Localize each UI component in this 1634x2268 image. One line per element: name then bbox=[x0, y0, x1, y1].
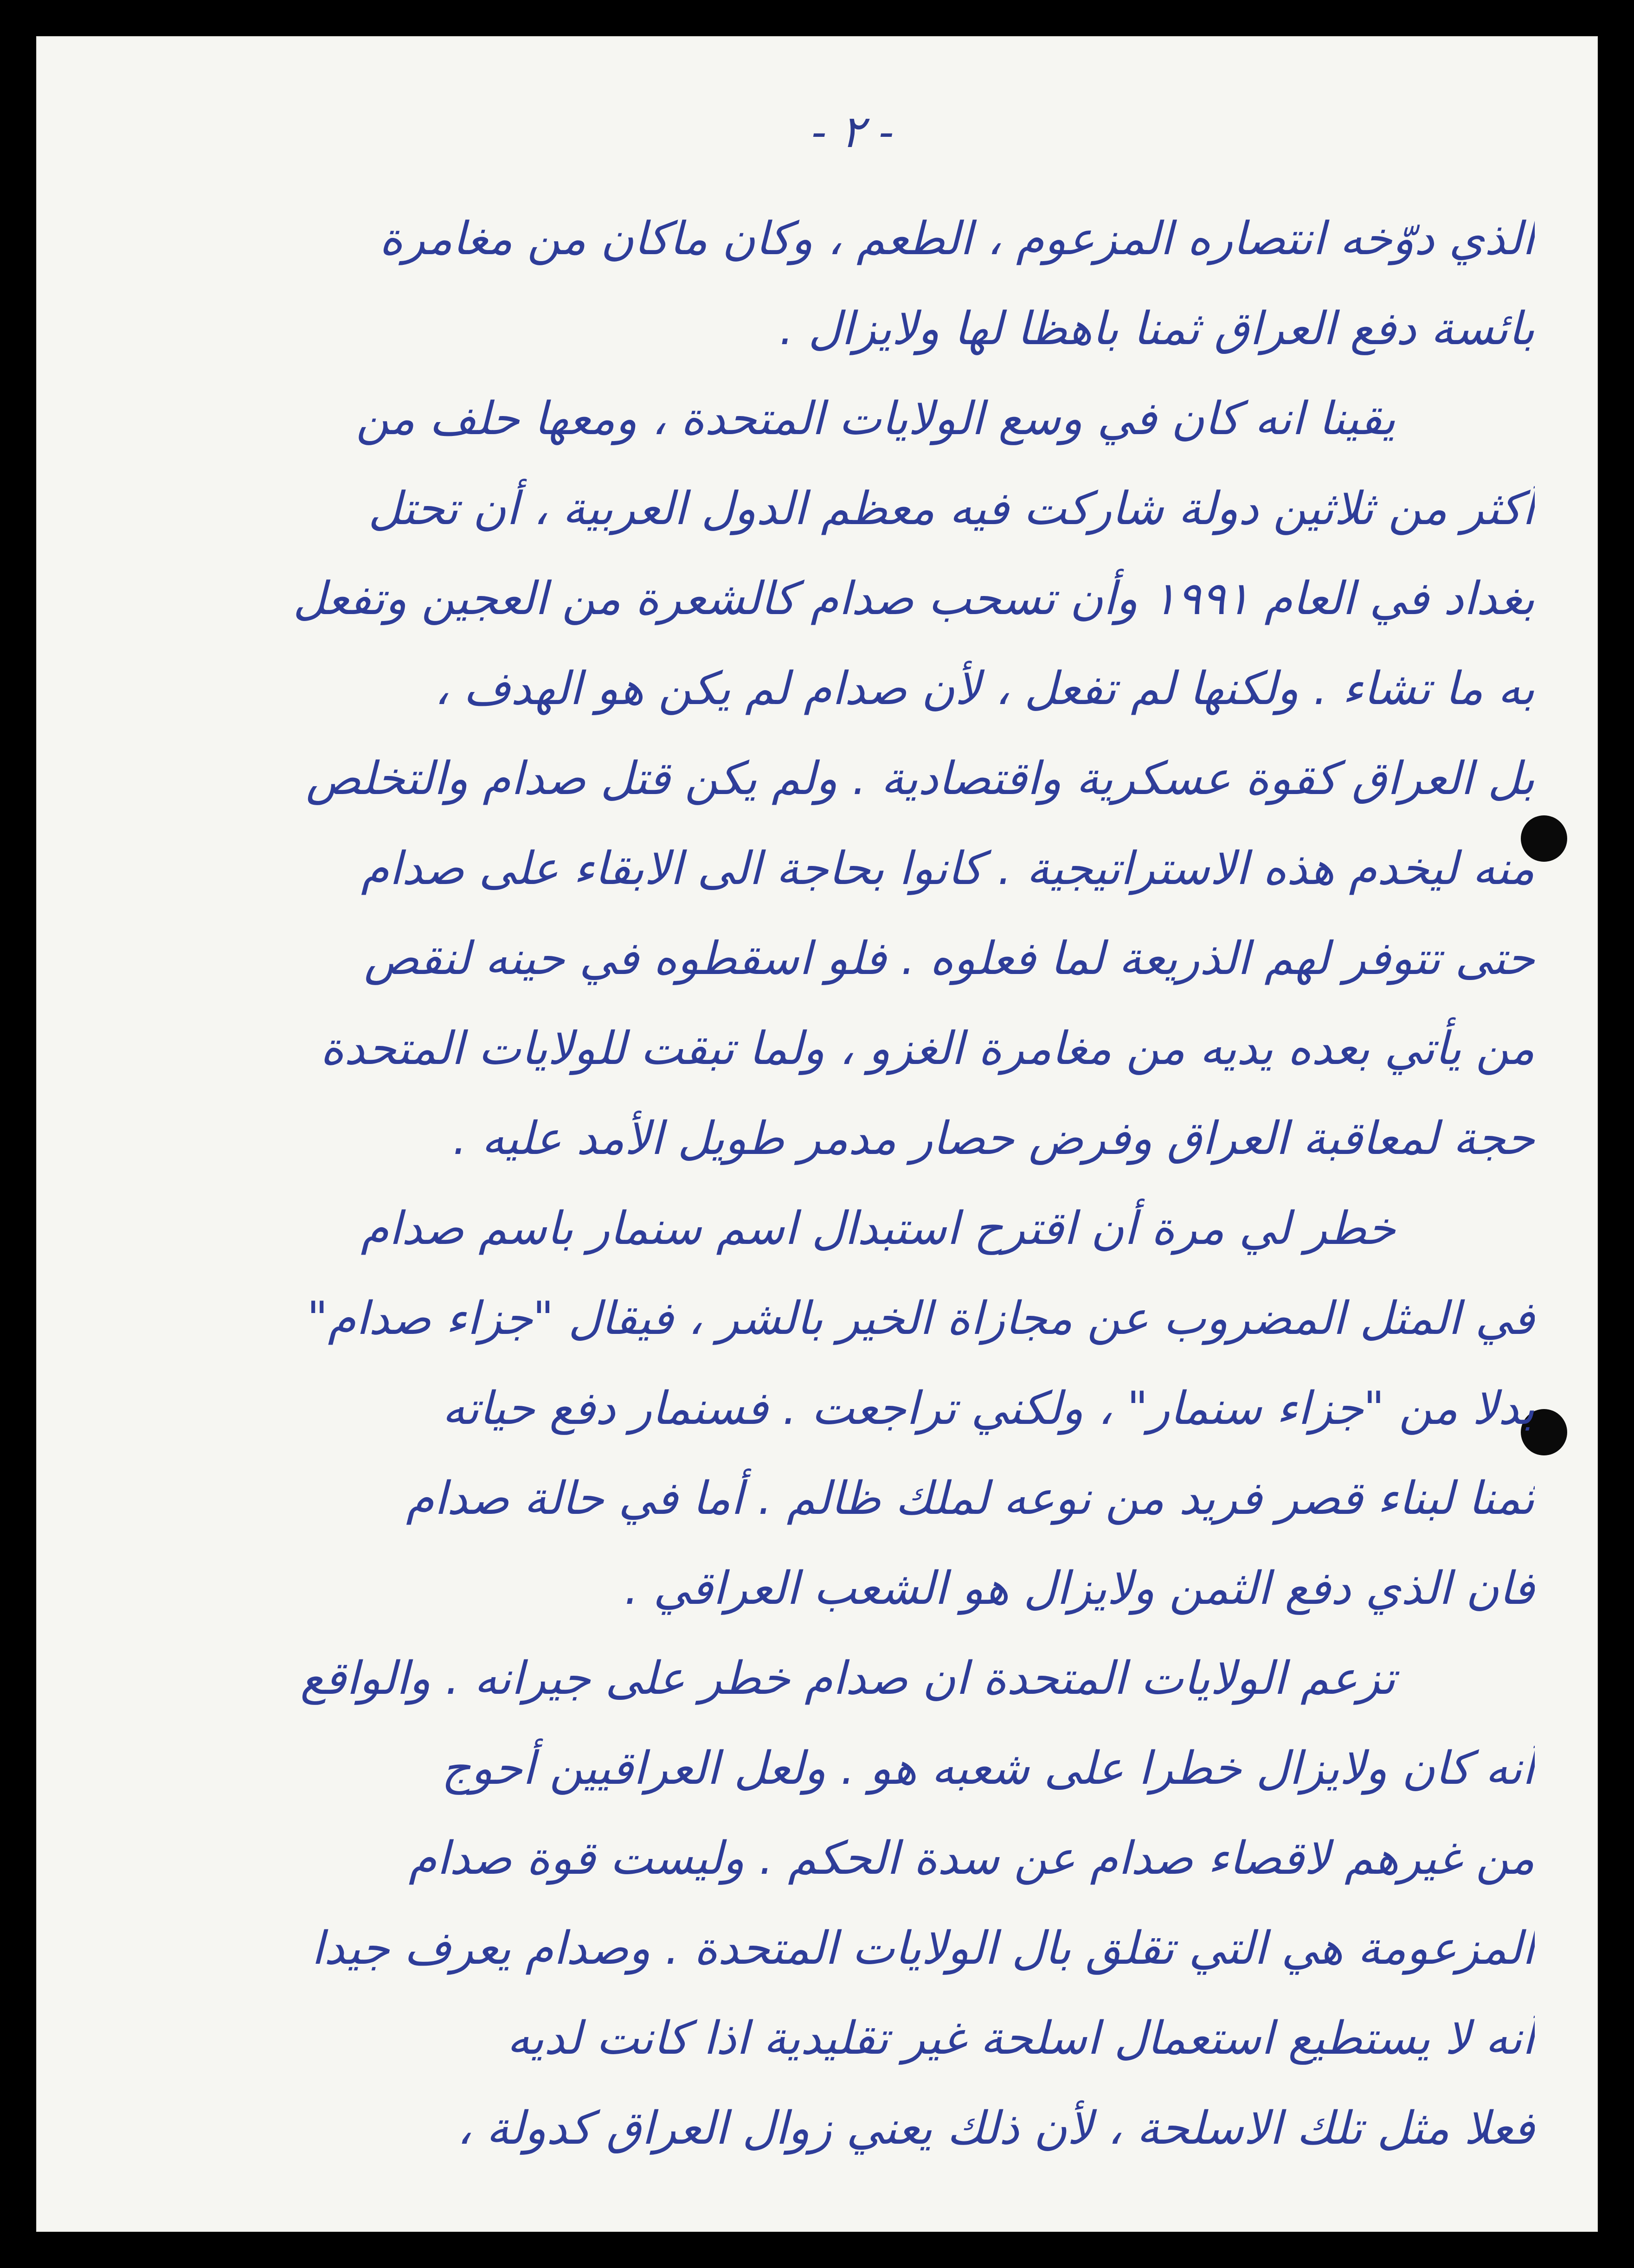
text-line: بائسة دفع العراق ثمنا باهظا لها ولايزال . bbox=[779, 302, 1535, 355]
text-line: أنه كان ولايزال خطرا على شعبه هو . ولعل العراقيين أحوج bbox=[441, 1742, 1535, 1795]
text-line: بدلا من "جزاء سنمار" ، ولكني تراجعت . فسنمار دفع حياته bbox=[442, 1382, 1535, 1435]
text-line: أنه لا يستطيع استعمال اسلحة غير تقليدية اذا كانت لديه bbox=[507, 2012, 1535, 2065]
text-line: تزعم الولايات المتحدة ان صدام خطر على جيرانه . والواقع bbox=[300, 1652, 1396, 1705]
document-page bbox=[36, 36, 1598, 2232]
text-line: بغداد في العام ١٩٩١ وأن تسحب صدام كالشعرة من العجين وتفعل bbox=[293, 572, 1535, 625]
text-line: حتى تتوفر لهم الذريعة لما فعلوه . فلو اسقطوه في حينه لنقص bbox=[364, 932, 1535, 985]
text-line: منه ليخدم هذه الاستراتيجية . كانوا بحاجة الى الابقاء على صدام bbox=[361, 842, 1535, 895]
text-line: فعلا مثل تلك الاسلحة ، لأن ذلك يعني زوال العراق كدولة ، bbox=[457, 2102, 1535, 2155]
text-line: ثمنا لبناء قصر فريد من نوعه لملك ظالم . أما في حالة صدام bbox=[406, 1472, 1535, 1525]
text-line: فان الذي دفع الثمن ولايزال هو الشعب العراقي . bbox=[624, 1562, 1535, 1615]
text-line: حجة لمعاقبة العراق وفرض حصار مدمر طويل الأمد عليه . bbox=[452, 1112, 1535, 1165]
text-line: أكثر من ثلاثين دولة شاركت فيه معظم الدول العربية ، أن تحتل bbox=[368, 482, 1535, 535]
handwritten-text-body bbox=[143, 194, 1535, 2235]
page-number: - ٢ - bbox=[811, 106, 894, 158]
text-line: به ما تشاء . ولكنها لم تفعل ، لأن صدام لم يكن هو الهدف ، bbox=[434, 662, 1535, 715]
text-line: الذي دوّخه انتصاره المزعوم ، الطعم ، وكان ماكان من مغامرة bbox=[379, 212, 1535, 265]
text-line: بل العراق كقوة عسكرية واقتصادية . ولم يكن قتل صدام والتخلص bbox=[306, 752, 1535, 805]
text-line: في المثل المضروب عن مجازاة الخير بالشر ، فيقال "جزاء صدام" bbox=[307, 1292, 1535, 1345]
text-line: المزعومة هي التي تقلق بال الولايات المتحدة . وصدام يعرف جيدا bbox=[311, 1922, 1535, 1975]
text-line: خطر لي مرة أن اقترح استبدال اسم سنمار باسم صدام bbox=[360, 1202, 1396, 1255]
text-line: من غيرهم لاقصاء صدام عن سدة الحكم . وليست قوة صدام bbox=[408, 1832, 1535, 1885]
text-line: من يأتي بعده يديه من مغامرة الغزو ، ولما تبقت للولايات المتحدة bbox=[320, 1022, 1535, 1075]
text-line: يقينا انه كان في وسع الولايات المتحدة ، ومعها حلف من bbox=[356, 392, 1396, 445]
